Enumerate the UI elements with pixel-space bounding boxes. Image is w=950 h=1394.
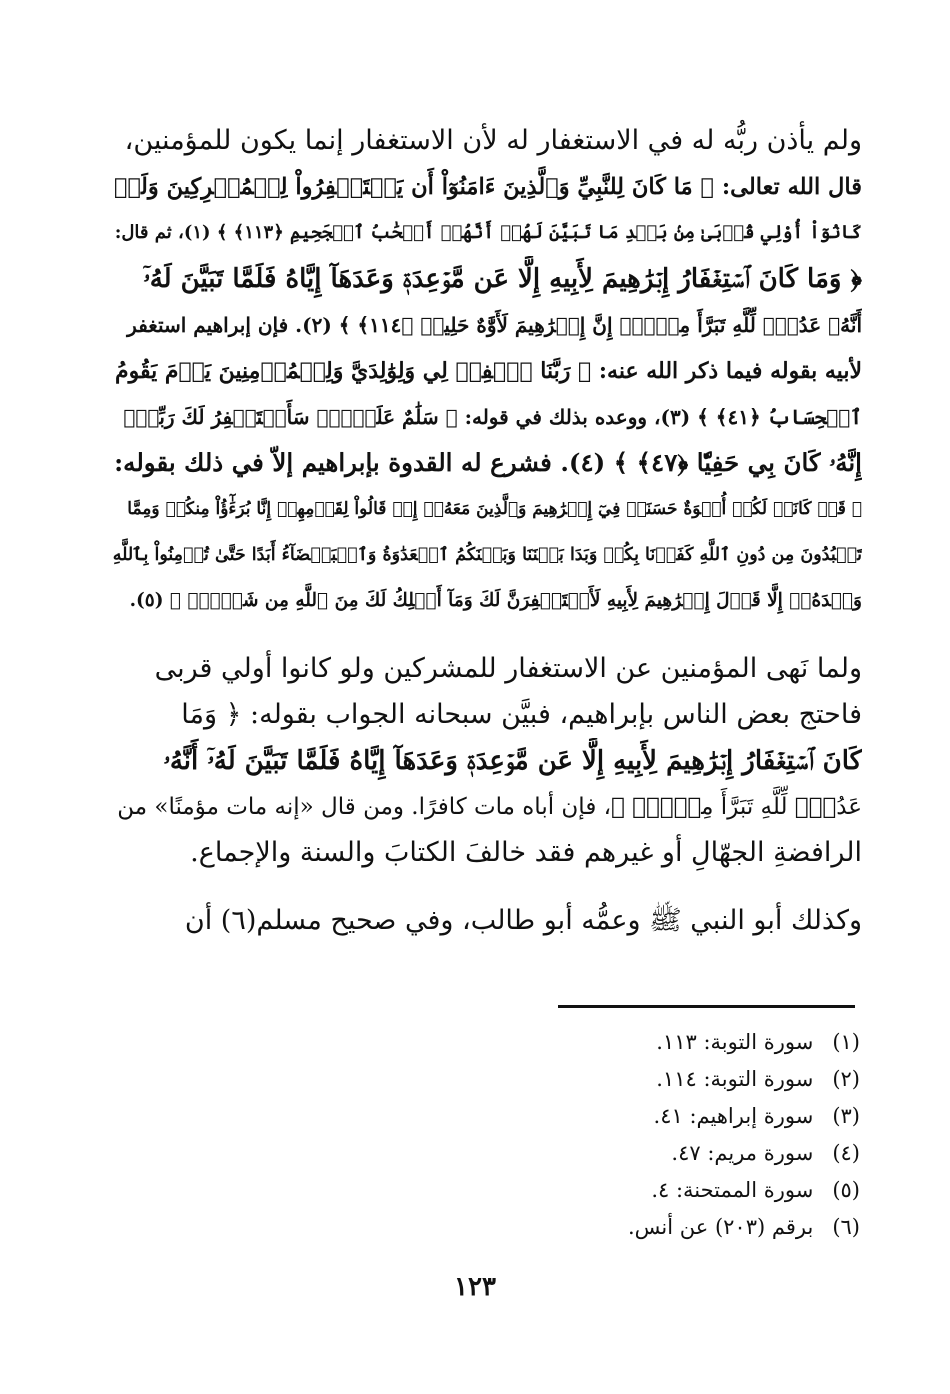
footnote-number: (١) (832, 1030, 860, 1054)
text-line: لأبيه بقوله فيما ذكر الله عنه: ﴿ رَبَّنَا ٱغۡفِرۡ لِي وَلِوَٰلِدَيَّ وَلِلۡمُؤۡمِنِينَ يَوۡمَ يَقُومُ (114, 358, 862, 384)
text-line: ﴿ قَدۡ كَانَتۡ لَكُمۡ أُسۡوَةٌ حَسَنَةٞ فِيٓ إِبۡرَٰهِيمَ وَٱلَّذِينَ مَعَهُۥٓ إِذۡ قَالُواْ لِقَوۡمِهِمۡ إِنَّا بُرَءَٰٓؤُاْ مِنكُمۡ وَمِمَّا (127, 499, 862, 519)
text-line: كَانُوٓاْ أُوْلِي قُرۡبَىٰ مِنۢ بَعۡدِ مَا تَبَيَّنَ لَهُمۡ أَنَّهُمۡ أَصۡحَٰبُ ٱلۡجَحِيمِ ﴿١١٣﴾ ﴾ (١)، ثم قال: (114, 222, 862, 243)
text-line: قال الله تعالى: ﴿ مَا كَانَ لِلنَّبِيِّ وَٱلَّذِينَ ءَامَنُوٓاْ أَن يَسۡتَغۡفِرُواْ لِلۡمُشۡرِكِينَ وَلَوۡ (114, 174, 862, 200)
footnote-text: سورة التوبة: ١١٣. (656, 1030, 814, 1054)
footnote-text: سورة الممتحنة: ٤. (651, 1178, 814, 1202)
footnote-item (420, 1098, 860, 1135)
footnote-number: (٣) (832, 1104, 860, 1128)
paragraph-1 (112, 118, 862, 624)
footnote-text: سورة مريم: ٤٧. (671, 1141, 814, 1165)
text-line: إِنَّهُۥ كَانَ بِي حَفِيّٗا ﴿٤٧﴾ ﴾ (٤). فشرع له القدوة بإبراهيم إلاّ في ذلك بقوله: (114, 448, 862, 477)
text-line: تَعۡبُدُونَ مِن دُونِ ٱللَّهِ كَفَرۡنَا بِكُمۡ وَبَدَا بَيۡنَنَا وَبَيۡنَكُمُ ٱلۡعَدَٰوَةُ وَٱلۡبَغۡضَآءُ أَبَدًا حَتَّىٰ تُؤۡمِنُواْ بِٱللَّهِ (112, 545, 862, 565)
text-line: فاحتج بعض الناس بإبراهيم، فبيَّن سبحانه الجواب بقوله: ﴿ وَمَا (181, 699, 862, 730)
footnote-number: (٤) (832, 1141, 860, 1165)
footnote-item (420, 1172, 860, 1209)
footnote-item (420, 1209, 860, 1246)
footnote-text: سورة التوبة: ١١٤. (656, 1067, 814, 1091)
footnote-number: (٦) (832, 1215, 860, 1239)
text-line: ولم يأذن ربُّه له في الاستغفار له لأن الاستغفار إنما يكون للمؤمنين، (124, 125, 862, 156)
paragraph-spacer (112, 876, 862, 898)
footnote-number: (٢) (832, 1067, 860, 1091)
footnote-item (420, 1135, 860, 1172)
text-line: ولما نَهى المؤمنين عن الاستغفار للمشركين ولو كانوا أولي قربى (154, 653, 862, 684)
footnote-divider (558, 1005, 855, 1008)
paragraph-3 (112, 898, 862, 944)
footnote-item (420, 1024, 860, 1061)
footnote-number: (٥) (832, 1178, 860, 1202)
paragraph-2 (112, 646, 862, 876)
paragraph-spacer (112, 624, 862, 646)
footnote-text: سورة إبراهيم: ٤١. (653, 1104, 814, 1128)
text-line: أَنَّهُۥ عَدُوّٞ لِّلَّهِ تَبَرَّأَ مِنۡهُۚ إِنَّ إِبۡرَٰهِيمَ لَأَوَّٰهٌ حَلِيمٞ ﴿١١٤﴾ ﴾ (٢). فإن إبراهيم استغفر (127, 313, 862, 337)
main-text (112, 118, 862, 944)
text-line: ٱلۡحِسَابُ ﴿٤١﴾ ﴾ (٣)، ووعده بذلك في قوله: ﴿ سَلَٰمٌ عَلَيۡكَۖ سَأَسۡتَغۡفِرُ لَكَ رَبِّيٓۖ (123, 405, 862, 429)
page-number: ١٢٣ (454, 1272, 496, 1302)
text-line: ﴿ وَمَا كَانَ ٱسۡتِغۡفَارُ إِبۡرَٰهِيمَ لِأَبِيهِ إِلَّا عَن مَّوۡعِدَةٖ وَعَدَهَآ إِيَّاهُ فَلَمَّا تَبَيَّنَ لَهُۥٓ (143, 264, 862, 294)
text-line: الرافضةِ الجهّالِ أو غيرهم فقد خالفَ الكتابَ والسنة والإجماع. (190, 837, 862, 868)
footnote-text: برقم (٢٠٣) عن أنس. (627, 1215, 814, 1239)
text-line: عَدُوّٞ لِّلَّهِ تَبَرَّأَ مِنۡهُۚ ﴾، فإن أباه مات كافرًا. ومن قال «إنه مات مؤمنًا» من (117, 794, 862, 820)
text-line: كَانَ ٱسۡتِغۡفَارُ إِبۡرَٰهِيمَ لِأَبِيهِ إِلَّا عَن مَّوۡعِدَةٖ وَعَدَهَآ إِيَّاهُ فَلَمَّا تَبَيَّنَ لَهُۥٓ أَنَّهُۥ (163, 746, 862, 776)
text-line: وَحۡدَهُۥٓ إِلَّا قَوۡلَ إِبۡرَٰهِيمَ لِأَبِيهِ لَأَسۡتَغۡفِرَنَّ لَكَ وَمَآ أَمۡلِكُ لَكَ مِنَ ٱللَّهِ مِن شَيۡءٖۖ ﴾ (٥). (129, 590, 862, 611)
footnotes (420, 1024, 860, 1246)
text-line: وكذلك أبو النبي ﷺ وعمُّه أبو طالب، وفي صحيح مسلم(٦) أن (184, 905, 862, 936)
footnote-item (420, 1061, 860, 1098)
